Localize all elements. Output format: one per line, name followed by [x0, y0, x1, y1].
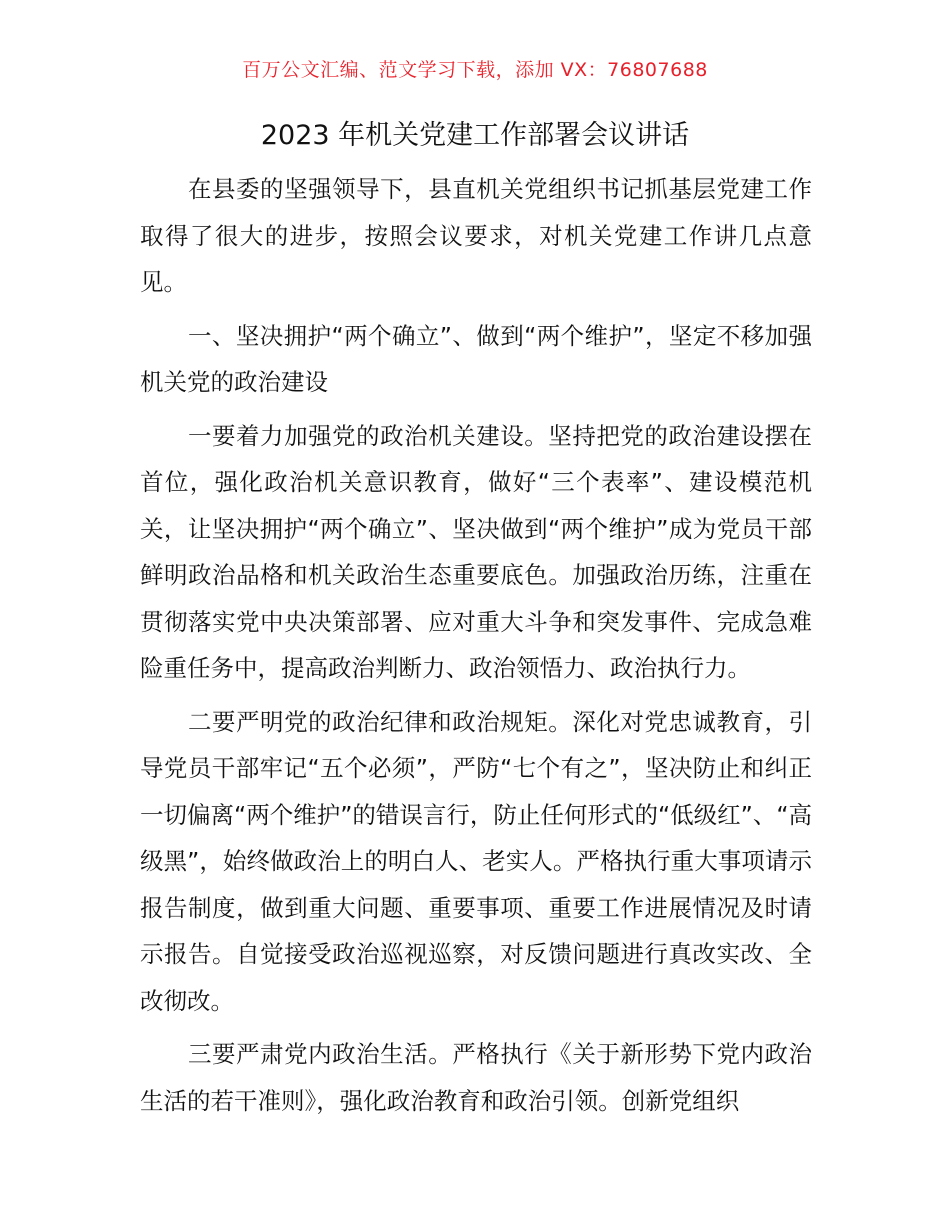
- paragraph-point-2: 二要严明党的政治纪律和政治规矩。深化对党忠诚教育，引导党员干部牢记“五个必须”，严防“七个有之”，坚决防止和纠正一切偏离“两个维护”的错误言行，防止任何形式的“低级红”、“高级黑”，始终做政治上的明白人、老实人。严格执行重大事项请示报告制度，做到重大问题、重要事项、重要工作进展情况及时请示报告。自觉接受政治巡视巡察，对反馈问题进行真改实改、全改彻改。: [140, 707, 812, 1015]
- section-heading-1: 一、坚决拥护“两个确立”、做到“两个维护”，坚定不移加强机关党的政治建设: [140, 321, 812, 396]
- paragraph-intro: 在县委的坚强领导下，县直机关党组织书记抓基层党建工作取得了很大的进步，按照会议要求，对机关党建工作讲几点意见。: [140, 175, 812, 296]
- header-watermark-note: 百万公文汇编、范文学习下载，添加 VX：76807688: [242, 59, 708, 81]
- paragraph-point-1: 一要着力加强党的政治机关建设。坚持把党的政治建设摆在首位，强化政治机关意识教育，做好“三个表率”、建设模范机关，让坚决拥护“两个确立”、坚决做到“两个维护”成为党员干部鲜明政治品格和机关政治生态重要底色。加强政治历练，注重在贯彻落实党中央决策部署、应对重大斗争和突发事件、完成急难险重任务中，提高政治判断力、政治领悟力、政治执行力。: [140, 421, 812, 682]
- paragraph-point-3: 三要严肃党内政治生活。严格执行《关于新形势下党内政治生活的若干准则》，强化政治教育和政治引领。创新党组织: [140, 1040, 812, 1115]
- document-body: [140, 166, 812, 1131]
- document-title: 2023 年机关党建工作部署会议讲话: [260, 120, 690, 151]
